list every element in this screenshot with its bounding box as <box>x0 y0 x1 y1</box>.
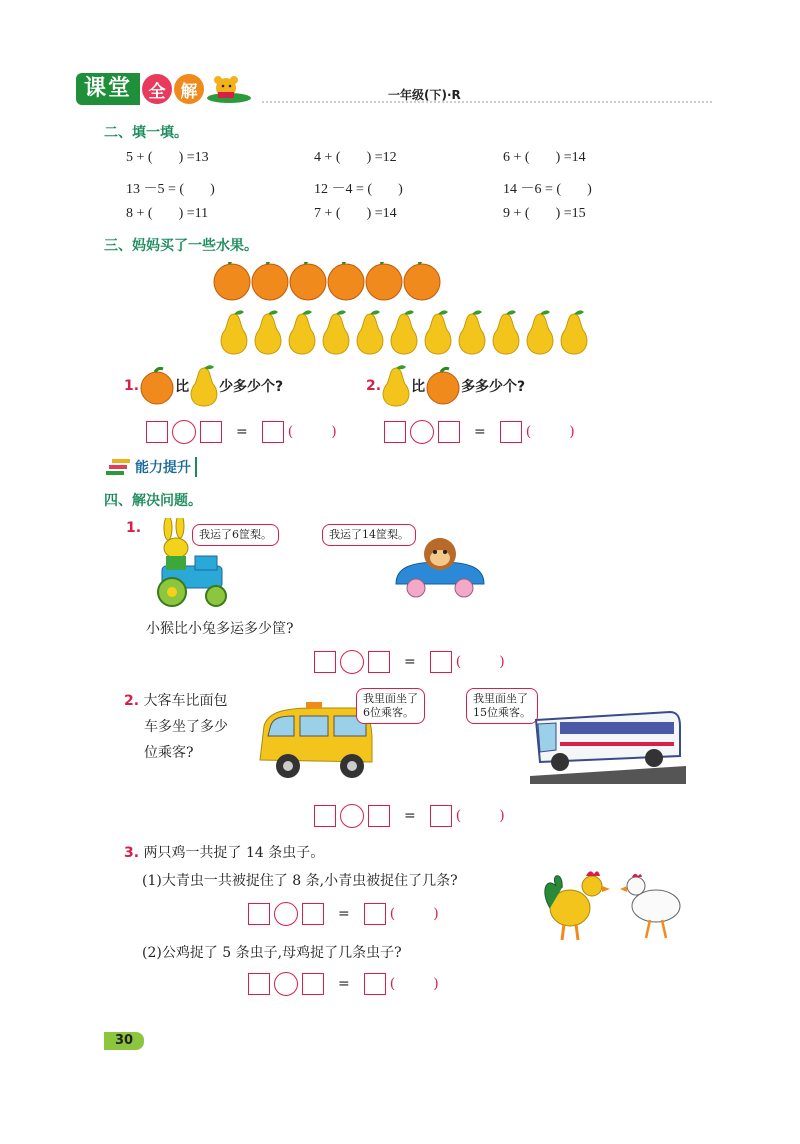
orange-row <box>214 262 440 300</box>
pear-icon <box>357 310 383 354</box>
orange-icon <box>404 262 440 300</box>
speech-bubble-van <box>356 688 425 724</box>
unit-paren: ( <box>525 424 532 440</box>
problem-number: 1. <box>126 520 142 536</box>
section-2-title: 二、填一填。 <box>104 125 188 141</box>
operator-circle[interactable] <box>274 972 298 996</box>
answer-box[interactable] <box>248 903 270 925</box>
equation: 5 + ( ) =13 <box>126 150 209 165</box>
pear-icon <box>391 310 417 354</box>
operator-circle[interactable] <box>172 420 196 444</box>
equals-sign: = <box>338 906 350 922</box>
answer-box[interactable] <box>368 805 390 827</box>
answer-row <box>146 420 337 444</box>
pear-icon <box>221 310 247 354</box>
header-divider <box>262 101 712 103</box>
question-line: 大客车比面包 <box>143 693 228 709</box>
header-logo <box>76 72 254 106</box>
equation: 4 + ( ) =12 <box>314 150 397 165</box>
unit-paren: ( <box>389 906 396 922</box>
orange-icon <box>366 262 402 300</box>
answer-box[interactable] <box>314 651 336 673</box>
pear-icon <box>493 310 519 354</box>
answer-box[interactable] <box>500 421 522 443</box>
orange-icon <box>425 366 461 406</box>
answer-row <box>314 804 505 828</box>
answer-box[interactable] <box>368 651 390 673</box>
equation: 8 + ( ) =11 <box>126 206 209 221</box>
logo-char: 解 <box>180 81 198 102</box>
logo-circle <box>142 74 172 104</box>
answer-row <box>248 902 439 926</box>
problem-statement: 两只鸡一共捉了 14 条虫子。 <box>143 845 325 861</box>
problem-number: 3. <box>124 845 140 861</box>
stacked-bars-icon <box>106 458 132 476</box>
problem-number: 2. <box>124 693 140 709</box>
bubble-line: 我里面坐了 <box>473 692 528 705</box>
pear-icon <box>425 310 451 354</box>
hen-icon <box>620 874 680 938</box>
equation: 9 + ( ) =15 <box>503 206 586 221</box>
answer-box[interactable] <box>364 973 386 995</box>
answer-box[interactable] <box>302 903 324 925</box>
speech-bubble-bus <box>466 688 538 724</box>
equation: 12 －4 = ( ) <box>314 182 403 197</box>
pear-icon <box>527 310 553 354</box>
answer-box[interactable] <box>146 421 168 443</box>
logo-circle <box>174 74 204 104</box>
question-text: 多多少个? <box>461 379 526 395</box>
question-text: 比 <box>411 379 426 395</box>
orange-icon <box>214 262 250 300</box>
answer-box[interactable] <box>430 805 452 827</box>
page-number: 30 <box>104 1032 144 1050</box>
unit-paren: ) <box>433 906 439 922</box>
bubble-line: 15位乘客。 <box>473 706 531 719</box>
grade-label: 一年级(下)·R <box>388 88 461 102</box>
question-line: 位乘客? <box>144 745 194 761</box>
answer-box[interactable] <box>314 805 336 827</box>
operator-circle[interactable] <box>340 804 364 828</box>
equals-sign: = <box>474 424 486 440</box>
sub-question-1: (1)大青虫一共被捉住了 8 条,小青虫被捉住了几条? <box>142 873 458 889</box>
answer-box[interactable] <box>364 903 386 925</box>
problem-1-question: 小猴比小兔多运多少筐? <box>146 621 294 637</box>
question-text: 少多少个? <box>219 379 284 395</box>
orange-icon <box>252 262 288 300</box>
logo-char: 课 <box>84 76 109 101</box>
pear-icon <box>189 364 219 408</box>
bubble-line: 6位乘客。 <box>363 706 414 719</box>
answer-box[interactable] <box>302 973 324 995</box>
unit-paren: ) <box>569 424 575 440</box>
operator-circle[interactable] <box>410 420 434 444</box>
equals-sign: = <box>404 654 416 670</box>
logo-text-box <box>76 73 140 105</box>
orange-icon <box>139 366 175 406</box>
pear-icon <box>381 364 411 408</box>
answer-box[interactable] <box>200 421 222 443</box>
equals-sign: = <box>338 976 350 992</box>
logo-char: 堂 <box>108 76 133 101</box>
fruit-illustration <box>212 262 602 357</box>
unit-paren: ) <box>433 976 439 992</box>
equation: 14 －6 = ( ) <box>503 182 592 197</box>
unit-paren: ) <box>331 424 337 440</box>
pear-row <box>221 310 587 354</box>
operator-circle[interactable] <box>340 650 364 674</box>
answer-row <box>384 420 575 444</box>
unit-paren: ( <box>287 424 294 440</box>
pear-icon <box>255 310 281 354</box>
answer-box[interactable] <box>262 421 284 443</box>
section-3-title: 三、妈妈买了一些水果。 <box>104 238 258 254</box>
bubble-line: 我里面坐了 <box>363 692 418 705</box>
answer-row <box>248 972 439 996</box>
unit-paren: ) <box>499 654 505 670</box>
answer-box[interactable] <box>384 421 406 443</box>
pear-icon <box>323 310 349 354</box>
section-4-title: 四、解决问题。 <box>104 493 202 509</box>
orange-icon <box>328 262 364 300</box>
unit-paren: ( <box>389 976 396 992</box>
problem-3-text <box>124 842 324 862</box>
speech-bubble-rabbit: 我运了6筐梨。 <box>192 524 279 546</box>
answer-row <box>314 650 505 674</box>
answer-box[interactable] <box>430 651 452 673</box>
fruit-question-1 <box>124 364 283 408</box>
speech-bubble-monkey: 我运了14筐梨。 <box>322 524 416 546</box>
question-line: 车多坐了多少 <box>144 719 228 735</box>
pear-icon <box>289 310 315 354</box>
ability-banner <box>106 457 197 477</box>
equation: 7 + ( ) =14 <box>314 206 397 221</box>
bear-mascot-icon <box>204 74 254 104</box>
equation: 13 －5 = ( ) <box>126 182 215 197</box>
equals-sign: = <box>236 424 248 440</box>
monkey-car-illustration <box>390 532 490 602</box>
question-number: 1. <box>124 378 140 394</box>
operator-circle[interactable] <box>274 902 298 926</box>
bus-illustration <box>530 706 686 784</box>
ability-label: 能力提升 <box>135 457 197 477</box>
unit-paren: ) <box>499 808 505 824</box>
problem-2-text <box>124 688 228 766</box>
sub-question-2: (2)公鸡捉了 5 条虫子,母鸡捉了几条虫子? <box>142 945 402 961</box>
rooster-icon <box>545 871 610 940</box>
unit-paren: ( <box>455 654 462 670</box>
pear-icon <box>561 310 587 354</box>
pear-icon <box>459 310 485 354</box>
fruit-question-2 <box>366 364 525 408</box>
logo-char: 全 <box>148 81 166 102</box>
equals-sign: = <box>404 808 416 824</box>
question-text: 比 <box>175 379 190 395</box>
unit-paren: ( <box>455 808 462 824</box>
orange-icon <box>290 262 326 300</box>
question-number: 2. <box>366 378 382 394</box>
answer-box[interactable] <box>248 973 270 995</box>
answer-box[interactable] <box>438 421 460 443</box>
equation: 6 + ( ) =14 <box>503 150 586 165</box>
chickens-illustration <box>540 862 690 944</box>
